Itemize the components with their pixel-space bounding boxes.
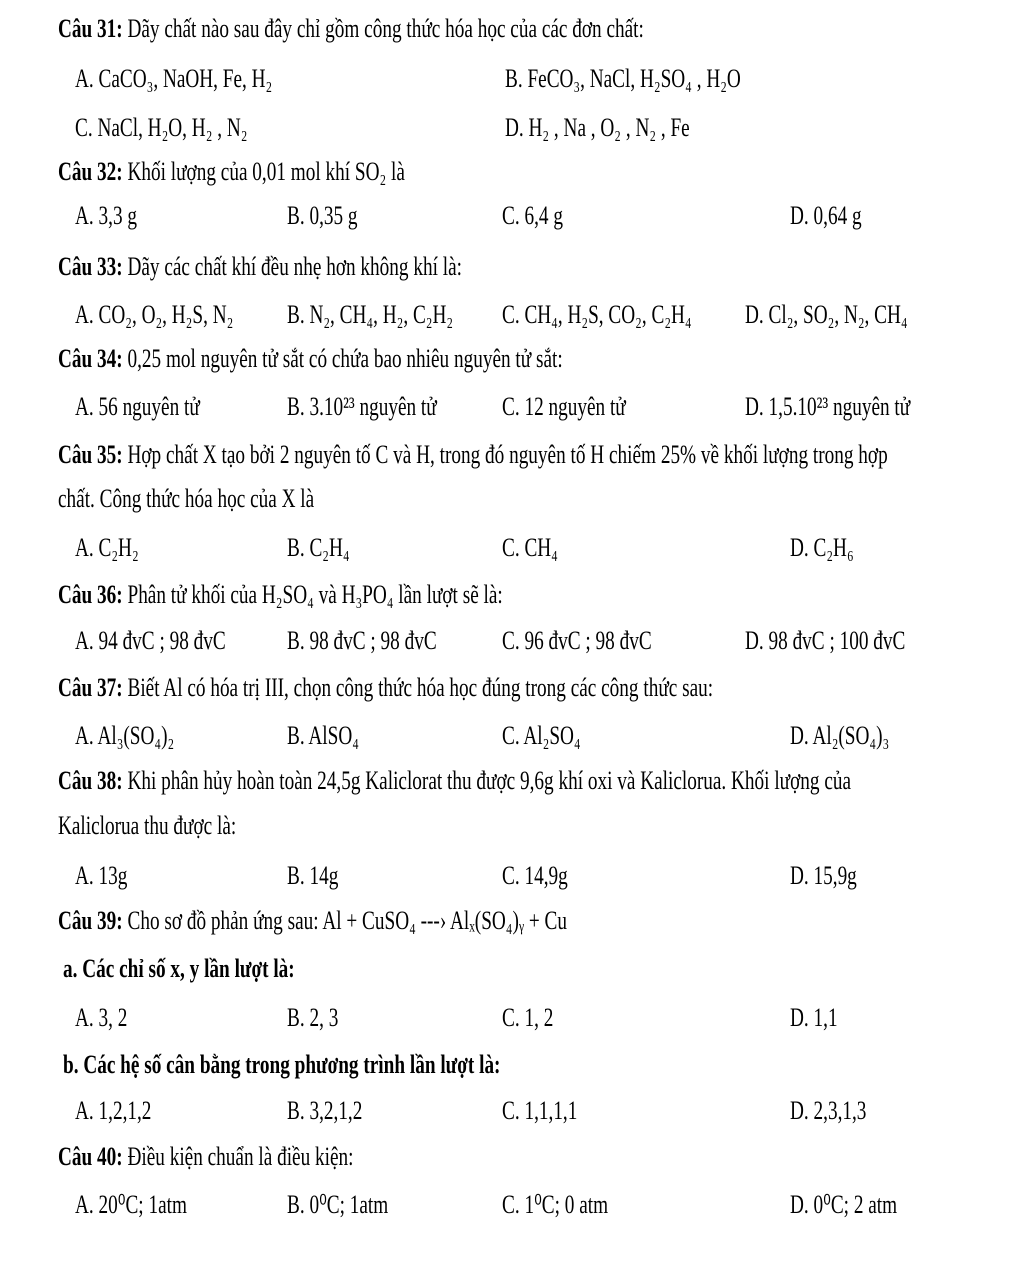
option-c: C. CH₄, H₂S, CO₂, C₂H₄	[502, 300, 692, 329]
question-35	[58, 440, 888, 470]
option-b: B. 14g	[287, 861, 339, 890]
question-31	[58, 14, 644, 44]
option-d: D. 0⁰C; 2 atm	[790, 1190, 898, 1219]
option-c: C. NaCl, H₂O, H₂ , N₂	[75, 113, 248, 142]
question-label: Câu 35:	[58, 440, 123, 469]
option-b: B. N₂, CH₄, H₂, C₂H₂	[287, 300, 454, 329]
question-33	[58, 252, 462, 282]
option-d: D. 15,9g	[790, 861, 857, 890]
option-d: D. 2,3,1,3	[790, 1096, 867, 1125]
option-d: D. Cl₂, SO₂, N₂, CH₄	[745, 300, 908, 329]
question-34	[58, 344, 563, 374]
question-36	[58, 580, 503, 610]
question-text: Điều kiện chuẩn là điều kiện:	[127, 1142, 354, 1171]
question-label: Câu 39:	[58, 906, 123, 935]
option-c: C. 1⁰C; 0 atm	[502, 1190, 609, 1219]
option-b: B. 2, 3	[287, 1003, 339, 1032]
option-a: A. CO₂, O₂, H₂S, N₂	[75, 300, 234, 329]
question-text: Biết Al có hóa trị III, chọn công thức hóa học đúng trong các công thức sau:	[127, 673, 714, 702]
question-39-part-b: b. Các hệ số cân bằng trong phương trình lần lượt là:	[63, 1050, 501, 1079]
option-c: C. 1, 2	[502, 1003, 554, 1032]
option-d: D. 1,5.10²³ nguyên tử	[745, 392, 911, 421]
question-40	[58, 1142, 353, 1172]
question-38	[58, 766, 851, 796]
option-b: B. 98 đvC ; 98 đvC	[287, 626, 437, 655]
option-b: B. 0⁰C; 1atm	[287, 1190, 389, 1219]
option-d: D. Al₂(SO₄)₃	[790, 721, 890, 750]
option-d: D. 1,1	[790, 1003, 838, 1032]
option-a: A. CaCO₃, NaOH, Fe, H₂	[75, 64, 273, 93]
option-d: D. 0,64 g	[790, 201, 862, 230]
option-a: A. 3,3 g	[75, 201, 137, 230]
option-a: A. 20⁰C; 1atm	[75, 1190, 187, 1219]
question-text: Khối lượng của 0,01 mol khí SO₂ là	[127, 157, 405, 186]
option-a: A. Al₃(SO₄)₂	[75, 721, 175, 750]
question-text: Hợp chất X tạo bởi 2 nguyên tố C và H, trong đó nguyên tố H chiếm 25% về khối lượng trong hợp	[127, 440, 888, 469]
option-d: D. 98 đvC ; 100 đvC	[745, 626, 906, 655]
question-32	[58, 157, 405, 187]
question-label: Câu 31:	[58, 14, 123, 43]
question-text: Khi phân hủy hoàn toàn 24,5g Kaliclorat thu được 9,6g khí oxi và Kaliclorua. Khối lượng của	[127, 766, 852, 795]
question-text: 0,25 mol nguyên tử sắt có chứa bao nhiêu nguyên tử sắt:	[127, 344, 563, 373]
option-a: A. C₂H₂	[75, 533, 139, 562]
question-text: Dãy các chất khí đều nhẹ hơn không khí là:	[127, 252, 462, 281]
question-39	[58, 906, 567, 936]
option-a: A. 13g	[75, 861, 128, 890]
question-label: Câu 36:	[58, 580, 123, 609]
question-label: Câu 33:	[58, 252, 123, 281]
question-label: Câu 37:	[58, 673, 123, 702]
option-c: C. 96 đvC ; 98 đvC	[502, 626, 652, 655]
option-d: D. H₂ , Na , O₂ , N₂ , Fe	[505, 113, 690, 142]
option-b: B. 3,2,1,2	[287, 1096, 363, 1125]
option-b: B. 0,35 g	[287, 201, 358, 230]
option-a: A. 1,2,1,2	[75, 1096, 152, 1125]
option-a: A. 56 nguyên tử	[75, 392, 200, 421]
option-b: B. FeCO₃, NaCl, H₂SO₄ , H₂O	[505, 64, 741, 93]
option-c: C. CH₄	[502, 533, 558, 562]
question-35-continued: chất. Công thức hóa học của X là	[58, 484, 315, 513]
question-label: Câu 38:	[58, 766, 123, 795]
option-d: D. C₂H₆	[790, 533, 854, 562]
option-c: C. 14,9g	[502, 861, 568, 890]
option-c: C. 1,1,1,1	[502, 1096, 578, 1125]
question-text: Cho sơ đồ phản ứng sau: Al + CuSO₄ ---› Alₓ(SO₄)ᵧ + Cu	[127, 906, 567, 935]
option-c: C. 6,4 g	[502, 201, 563, 230]
option-c: C. 12 nguyên tử	[502, 392, 626, 421]
option-a: A. 3, 2	[75, 1003, 128, 1032]
question-text: Phân tử khối của H₂SO₄ và H₃PO₄ lần lượt sẽ là:	[127, 580, 503, 609]
question-38-continued: Kaliclorua thu được là:	[58, 811, 237, 840]
question-37	[58, 673, 713, 703]
question-label: Câu 34:	[58, 344, 123, 373]
option-c: C. Al₂SO₄	[502, 721, 581, 750]
question-label: Câu 40:	[58, 1142, 123, 1171]
question-text: Dãy chất nào sau đây chỉ gồm công thức hóa học của các đơn chất:	[127, 14, 644, 43]
option-b: B. AlSO₄	[287, 721, 359, 750]
option-a: A. 94 đvC ; 98 đvC	[75, 626, 226, 655]
question-39-part-a: a. Các chỉ số x, y lần lượt là:	[63, 954, 295, 983]
question-label: Câu 32:	[58, 157, 123, 186]
option-b: B. C₂H₄	[287, 533, 350, 562]
option-b: B. 3.10²³ nguyên tử	[287, 392, 437, 421]
